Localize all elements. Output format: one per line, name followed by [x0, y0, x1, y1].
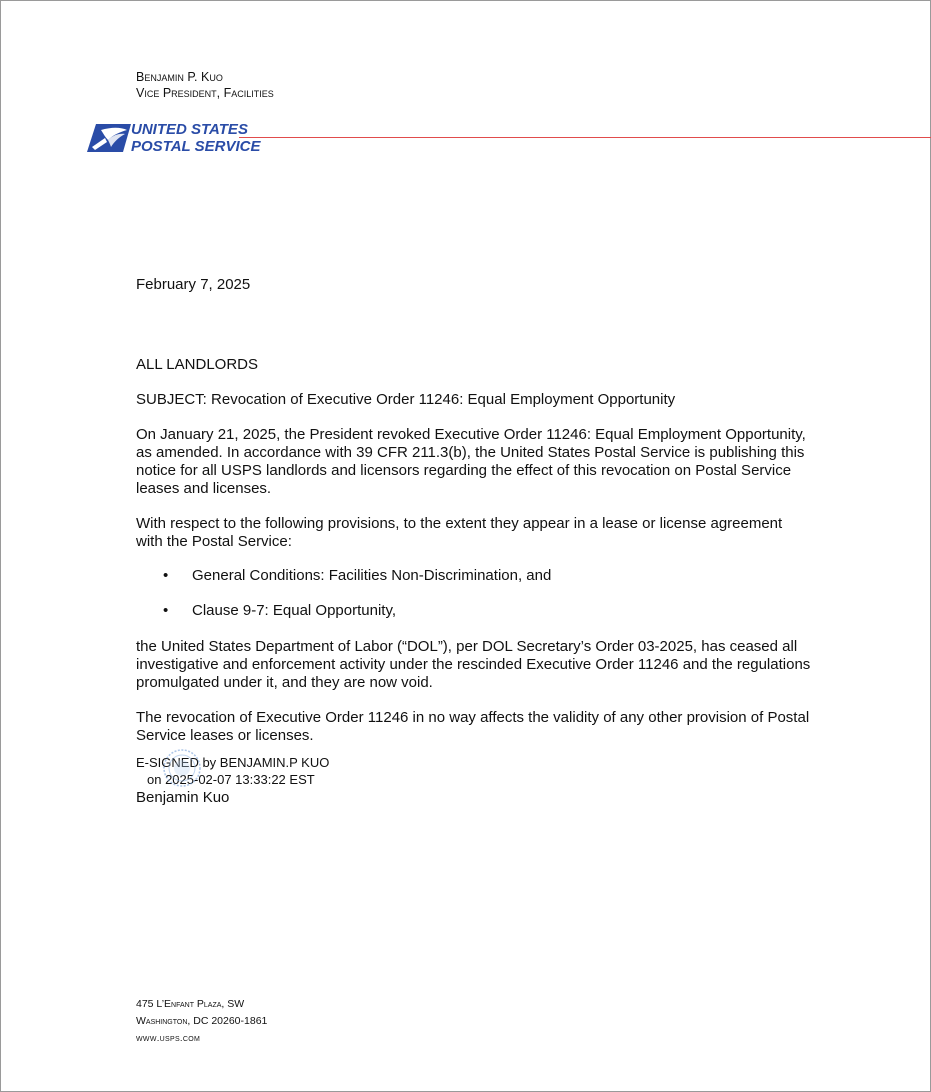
list-item: [136, 567, 811, 585]
list-item-text: Clause 9-7: Equal Opportunity,: [192, 602, 397, 619]
paragraph-2: With respect to the following provisions, to the extent they appear in a lease or license agreement with the Postal Service:: [136, 515, 783, 550]
seal-icon: [162, 748, 202, 788]
letter-body: [136, 356, 811, 807]
list-item-text: General Conditions: Facilities Non-Discrimination, and: [192, 567, 552, 584]
esigned-timestamp: on 2025-02-07 13:33:22 EST: [147, 772, 315, 787]
sender-block: [136, 69, 274, 101]
letter-date: February 7, 2025: [136, 276, 251, 293]
bullet-mark: •: [163, 602, 169, 619]
paragraph-3: the United States Department of Labor (“DOL”), per DOL Secretary’s Order 03-2025, has ceased all investigative and enforcement activity under the rescinded Executive Order 11246 and the regulations promulgated under it, and they are now void.: [136, 638, 811, 691]
logo-wordmark: [131, 121, 260, 155]
footer-street: 475 L’Enfant Plaza, SW: [136, 998, 245, 1010]
sender-title: Vice President, Facilities: [136, 86, 274, 100]
usps-logo: [87, 121, 337, 157]
logo-line-2: POSTAL SERVICE: [131, 138, 261, 155]
paragraph-1: On January 21, 2025, the President revoked Executive Order 11246: Equal Employment Opportunity, as amended. In accordance with 39 CFR 211.3(b), the United States Postal Service is publishing this notice for all USPS landlords and licensors regarding the effect of this revocation on Postal Service leases and licenses.: [136, 426, 806, 497]
paragraph-4: The revocation of Executive Order 11246 in no way affects the validity of any other provision of Postal Service leases or licenses.: [136, 709, 810, 744]
footer-website: www.usps.com: [136, 1033, 201, 1044]
list-item: [136, 602, 811, 620]
sender-name: Benjamin P. Kuo: [136, 70, 223, 84]
logo-line-1: UNITED STATES: [131, 121, 248, 138]
footer-address: [136, 996, 267, 1047]
e-signature: [136, 754, 811, 788]
signer-name: Benjamin Kuo: [136, 789, 230, 806]
provision-list: [136, 567, 811, 620]
header-rule: [239, 137, 931, 138]
eagle-icon: [87, 123, 131, 153]
addressee: ALL LANDLORDS: [136, 356, 258, 373]
subject-line: SUBJECT: Revocation of Executive Order 11246: Equal Employment Opportunity: [136, 391, 676, 408]
bullet-mark: •: [163, 567, 169, 584]
esigned-by: E-SIGNED by BENJAMIN.P KUO: [136, 755, 330, 770]
footer-city: Washington, DC 20260-1861: [136, 1015, 268, 1027]
